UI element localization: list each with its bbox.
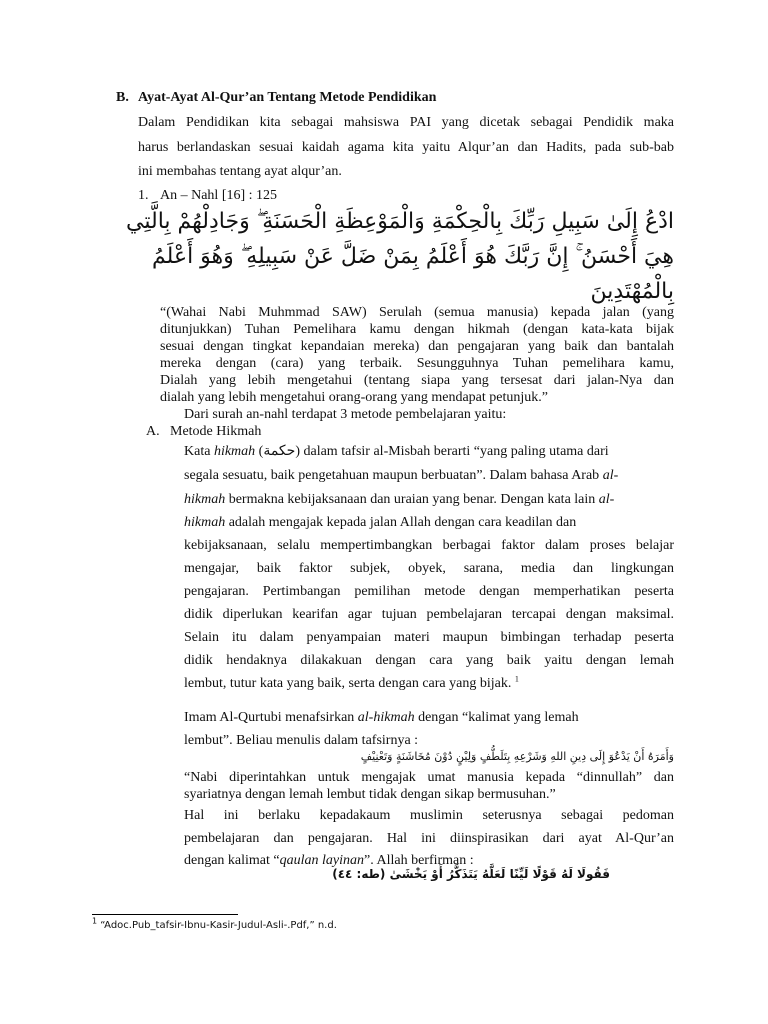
section-letter: B. <box>116 90 129 105</box>
closing-line-1: Hal ini berlaku kepadakaum muslimin seterusnya sebagai pedoman <box>184 808 674 823</box>
intro-line-3: ini membahas tentang ayat alqur’an. <box>138 164 342 179</box>
qurtubi-line-1: Imam Al-Qurtubi menafsirkan al-hikmah dengan “kalimat yang lemah <box>184 710 579 725</box>
hikmah-line-4: hikmah adalah mengajak kepada jalan Allah dengan cara keadilan dan <box>184 515 577 530</box>
methods-intro: Dari surah an-nahl terdapat 3 metode pembelajaran yaitu: <box>184 407 507 422</box>
hikmah-line-6: mengajar, baik faktor subjek, obyek, sarana, media dan lingkungan <box>184 561 674 576</box>
footnote-text: “Adoc.Pub_tafsir-Ibnu-Kasir-Judul-Asli-.Pdf,” n.d. <box>100 920 337 931</box>
hikmah-line-7: pengajaran. Pertimbangan pemilihan metode dengan memperhatikan peserta <box>184 584 674 599</box>
qurtubi-arabic: وَأَمَرَهُ أَنْ يَدْعُوَ إِلَى دِينِ اللهِ وَشَرْعِهِ بِتَلَطُّفٍ وَلِيْنٍ دُوْنَ مُخَاشَنَةٍ وَتَعْنِيْفٍ <box>360 750 674 763</box>
translation-line-5: Dialah yang lebih mengetahui (tentang siapa yang tersesat dari jalan-Nya dan <box>160 373 674 388</box>
hikmah-line-11: lembut, tutur kata yang baik, serta dengan cara yang bijak. $^1$ <box>184 674 519 691</box>
qurtubi-translation-1: “Nabi diperintahkan untuk mengajak umat manusia kepada “dinnullah” dan <box>184 770 674 785</box>
verse-arabic-line-3: بِالْمُهْتَدِينَ <box>590 279 674 304</box>
hikmah-line-9: Selain itu dalam penyampaian materi maupun bimbingan terhadap peserta <box>184 630 674 645</box>
hikmah-line-10: didik hendaknya dilakakuan dengan cara yang baik yaitu dengan lemah <box>184 653 674 668</box>
item-label: An – Nahl [16] : 125 <box>160 188 278 203</box>
method-a-title: Metode Hikmah <box>170 424 262 439</box>
section-title: Ayat-Ayat Al-Qur’an Tentang Metode Pendidikan <box>138 90 437 105</box>
translation-line-4: mereka dengan (cara) yang terbaik. Sesungguhnya Tuhan pemelihara kamu, <box>160 356 674 371</box>
method-a-letter: A. <box>146 424 160 439</box>
qurtubi-line-2: lembut”. Beliau menulis dalam tafsirnya : <box>184 733 419 748</box>
hikmah-line-3: hikmah bermakna kebijaksanaan dan uraian yang benar. Dengan kata lain al- <box>184 492 615 507</box>
hikmah-line-5: kebijaksanaan, selalu mempertimbangkan berbagai faktor dalam proses belajar <box>184 538 674 553</box>
closing-line-2: pembelajaran dan pengajaran. Hal ini diinspirasikan dari ayat Al-Qur’an <box>184 831 674 846</box>
translation-line-1: “(Wahai Nabi Muhmmad SAW) Serulah (semua manusia) kepada jalan (yang <box>160 305 674 320</box>
intro-line-2: harus berlandaskan sesuai kaidah agama kita yaitu Alqur’an dan Hadits, pada sub-bab <box>138 140 674 155</box>
verse-arabic-line-1: ادْعُ إِلَىٰ سَبِيلِ رَبِّكَ بِالْحِكْمَةِ وَالْمَوْعِظَةِ الْحَسَنَةِ ۖ وَجَادِلْهُمْ بِالَّتِي <box>126 209 674 234</box>
closing-arabic: فَقُولَا لَهُ قَوْلًا لَيِّنًا لَعَلَّهُ يَتَذَكَّرُ أَوْ يَخْشَىٰ (طه: ٤٤) <box>332 867 610 881</box>
hikmah-line-8: didik diperlukan kearifan agar tujuan pembelajaran tercapai dengan maksimal. <box>184 607 674 622</box>
footnote-separator <box>92 914 238 915</box>
translation-line-6: dialah yang lebih mengetahui orang-orang yang mendapat petunjuk.” <box>160 390 548 405</box>
closing-line-3: dengan kalimat “qaulan layinan”. Allah berfirman : <box>184 853 474 868</box>
item-number: 1. <box>138 188 149 203</box>
translation-line-3: sesuai dengan tingkat kepandaian mereka) dan pengajaran yang baik dan bantalah <box>160 339 674 354</box>
qurtubi-translation-2: syariatnya dengan lemah lembut tidak dengan sikap bermusuhan.” <box>184 787 556 802</box>
intro-line-1: Dalam Pendidikan kita sebagai mahsiswa PAI yang dicetak sebagai Pendidik maka <box>138 115 674 130</box>
hikmah-line-1: Kata hikmah (حكمة) dalam tafsir al-Misbah berarti “yang paling utama dari <box>184 444 609 459</box>
footnote-ref[interactable]: 1 <box>514 674 519 684</box>
hikmah-line-2: segala sesuatu, baik pengetahuan maupun berbuatan”. Dalam bahasa Arab al- <box>184 468 619 483</box>
translation-line-2: ditunjukkan) Tuhan Pemelihara kamu dengan hikmah (dengan kata-kata bijak <box>160 322 674 337</box>
footnote <box>92 916 337 931</box>
footnote-mark: 1 <box>92 916 98 926</box>
verse-arabic-line-2: هِيَ أَحْسَنُ ۚ إِنَّ رَبَّكَ هُوَ أَعْلَمُ بِمَنْ ضَلَّ عَنْ سَبِيلِهِ ۖ وَهُوَ أَعْلَمُ <box>152 244 674 269</box>
